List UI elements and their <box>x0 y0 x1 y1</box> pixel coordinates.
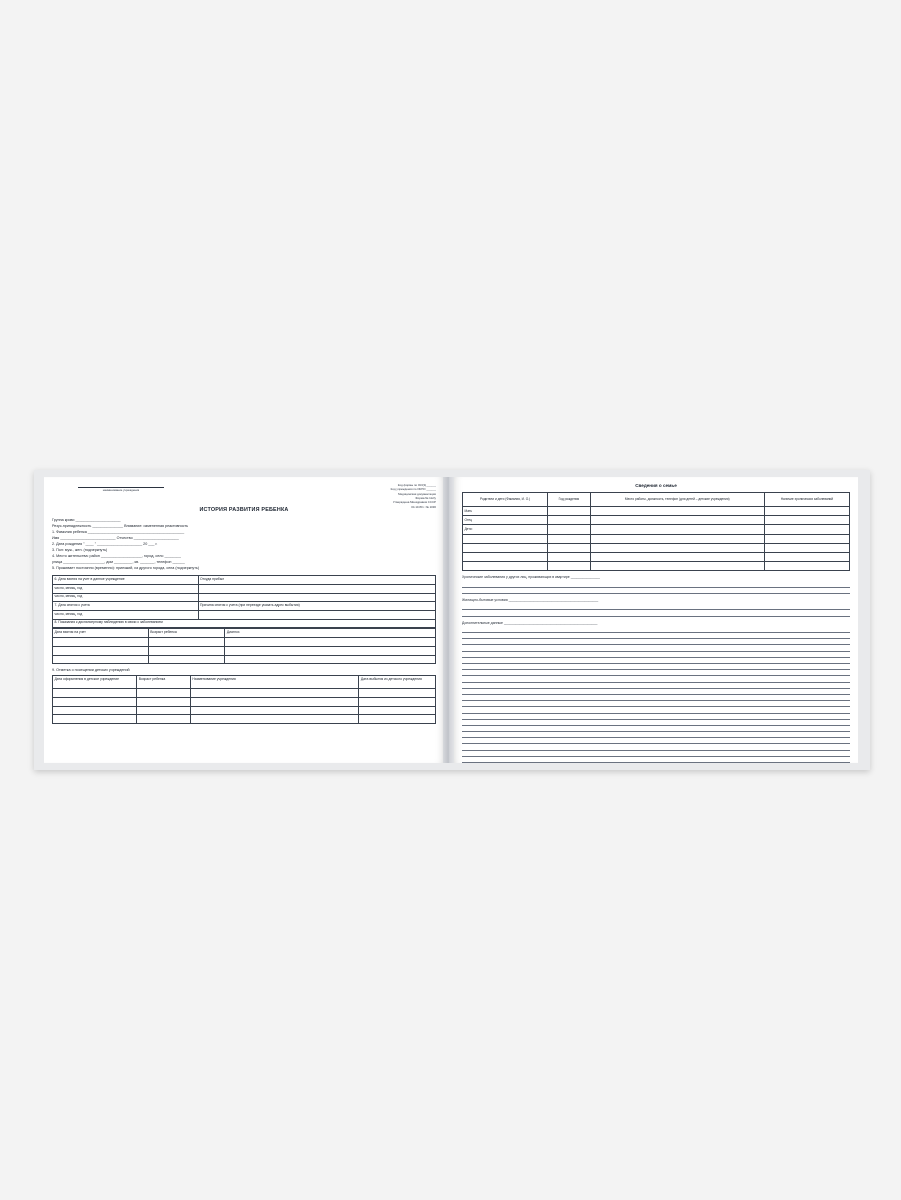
cell-blank <box>148 638 225 647</box>
cell-blank <box>53 655 149 664</box>
cell-deregistration-header: 7. Дата снятия с учета <box>53 602 199 611</box>
cell-arrived-from-blank2 <box>198 593 435 602</box>
cell-blank <box>764 553 849 562</box>
code-line-doctype: Медицинская документация <box>398 491 436 496</box>
table-row <box>463 492 850 506</box>
rules-after-chronic <box>462 582 850 594</box>
label-additional-data: Дополнительные данные ________________________________________________ <box>462 620 598 625</box>
cell-blank <box>463 562 548 571</box>
cell-enroll-date-header: Дата оформления в детское учреждение <box>53 676 137 689</box>
cell-blank <box>764 516 849 525</box>
field-address-street: улица ____________________, дом _________, кв. _______, телефон ______ <box>52 560 185 565</box>
cell-blank <box>225 638 436 647</box>
field-child-surname: 1. Фамилия ребенка _______________________________________________ <box>52 530 185 535</box>
cell-enroll-age-header: Возраст ребенка <box>137 676 191 689</box>
section-8-title: 8. Показания к диспансерному наблюдению в связи с заболеванием <box>53 619 436 628</box>
cell-blank <box>764 525 849 534</box>
table-row <box>53 593 436 602</box>
field-address-district: 4. Место жительства: район ____________________, город, село ________ <box>52 554 181 559</box>
table-row <box>463 516 850 525</box>
table-row <box>53 638 436 647</box>
table-row <box>463 525 850 534</box>
cell-blank <box>359 706 436 715</box>
table-childcare-institutions <box>52 675 436 724</box>
cell-reg-date-header: 6. Дата взятия на учет в данное учреждение <box>53 576 199 585</box>
code-line-okpo: Код учреждения по ОКПО ______ <box>390 487 436 492</box>
cell-blank <box>137 689 191 698</box>
cell-blank <box>53 646 149 655</box>
cell-blank <box>137 715 191 724</box>
table-row <box>463 543 850 552</box>
cell-chronic-diseases-header: Наличие хронических заболеваний <box>764 492 849 506</box>
cell-blank <box>548 534 591 543</box>
cell-arrived-from-header: Откуда прибыл <box>198 576 435 585</box>
right-page <box>454 477 858 763</box>
code-line-approved: Утверждена Минздравом СССР <box>393 500 436 505</box>
cell-blank <box>764 507 849 516</box>
cell-blank <box>53 638 149 647</box>
right-page-content <box>462 483 850 757</box>
cell-blank <box>463 543 548 552</box>
code-line-formnum: Форма № 112/у <box>415 496 436 501</box>
table-row <box>463 553 850 562</box>
cell-blank <box>548 525 591 534</box>
cell-blank <box>548 516 591 525</box>
table-row <box>53 689 436 698</box>
cell-blank <box>548 553 591 562</box>
table-row <box>53 646 436 655</box>
table-row <box>53 715 436 724</box>
table-registration <box>52 575 436 628</box>
cell-parents-children-header: Родители и дети (Фамилия, И. О.) <box>463 492 548 506</box>
table-row <box>53 655 436 664</box>
cell-blank <box>190 706 359 715</box>
section-9-title: 9. Отметка о посещении детских учреждений <box>52 668 130 673</box>
left-page <box>44 477 444 763</box>
organization-name-caption: наименование учреждения <box>102 488 140 492</box>
cell-blank <box>359 715 436 724</box>
cell-children-label: Дети: <box>463 525 548 534</box>
cell-blank <box>225 655 436 664</box>
cell-blank <box>590 562 764 571</box>
field-child-name-patronymic: Имя ___________________________ Отчество ______________________ <box>52 536 179 541</box>
family-section-title: Сведения о семье <box>635 483 677 488</box>
cell-disp-age-header: Возраст ребенка <box>148 629 225 638</box>
table-row <box>53 585 436 594</box>
table-row <box>53 602 436 611</box>
cell-blank <box>764 543 849 552</box>
cell-reg-date-sub2: число, месяц, год <box>53 593 199 602</box>
cell-blank <box>590 534 764 543</box>
table-row <box>53 619 436 628</box>
rules-bottom <box>462 627 850 763</box>
table-row <box>463 562 850 571</box>
cell-blank <box>590 553 764 562</box>
ruled-line <box>462 610 850 616</box>
cell-blank <box>359 689 436 698</box>
cell-deregistration-blank <box>198 611 435 620</box>
cell-blank <box>463 534 548 543</box>
cell-blank <box>463 553 548 562</box>
cell-disp-diagnosis-header: Диагноз <box>225 629 436 638</box>
label-living-conditions: Жилищно-бытовые условия ______________________________________________ <box>462 598 599 603</box>
cell-father-label: Отец <box>463 516 548 525</box>
page-title: ИСТОРИЯ РАЗВИТИЯ РЕБЕНКА <box>199 507 289 514</box>
cell-blank <box>190 715 359 724</box>
cell-leave-date-header: Дата выбытия из детского учреждения <box>359 676 436 689</box>
cell-blank <box>764 534 849 543</box>
left-page-content <box>52 483 436 757</box>
cell-blank <box>548 562 591 571</box>
cell-blank <box>548 543 591 552</box>
table-row <box>53 576 436 585</box>
cell-blank <box>53 706 137 715</box>
table-row <box>463 507 850 516</box>
cell-blank <box>225 646 436 655</box>
field-birth-date: 2. Дата рождения " ____ " ______________________ 20 ___ г. <box>52 542 158 547</box>
cell-blank <box>53 715 137 724</box>
table-family <box>462 492 850 572</box>
cell-blank <box>137 706 191 715</box>
table-row <box>53 676 436 689</box>
cell-blank <box>53 698 137 707</box>
rules-after-living <box>462 604 850 616</box>
cell-arrived-from-blank1 <box>198 585 435 594</box>
field-residence-status: 5. Проживает постоянно (временно): приезжий, из другого города, села (подчеркнуть) <box>52 566 200 571</box>
label-chronic-other-residents: Хронические заболевания у других лиц, проживающих в квартире _______________ <box>462 575 600 580</box>
cell-reg-date-sub1: число, месяц, год <box>53 585 199 594</box>
cell-blank <box>359 698 436 707</box>
cell-workplace-header: Место работы, должность, телефон (для детей – детские учреждения) <box>590 492 764 506</box>
cell-blank <box>764 562 849 571</box>
table-row <box>53 706 436 715</box>
cell-blank <box>590 525 764 534</box>
cell-blank <box>590 543 764 552</box>
cell-institution-name-header: Наименование учреждения <box>190 676 359 689</box>
cell-blank <box>148 655 225 664</box>
cell-birth-year-header: Год рождения <box>548 492 591 506</box>
open-booklet <box>34 470 870 770</box>
field-sex: 3. Пол: муж., жен. (подчеркнуть) <box>52 548 108 553</box>
cell-blank <box>137 698 191 707</box>
table-row <box>53 629 436 638</box>
cell-blank <box>190 698 359 707</box>
cell-blank <box>548 507 591 516</box>
cell-disp-date-header: Дата взятия на учет <box>53 629 149 638</box>
cell-blank <box>590 516 764 525</box>
table-row <box>463 534 850 543</box>
cell-deregistration-reason-header: Причина снятия с учета (при переезде указать адрес выбытия) <box>198 602 435 611</box>
cell-blank <box>590 507 764 516</box>
cell-blank <box>148 646 225 655</box>
cell-mother-label: Мать <box>463 507 548 516</box>
field-rh-factor: Резус-принадлежность _______________ Внимание: измененная реактивность <box>52 524 189 529</box>
code-line-okud: Код формы по ОКУД ______ <box>397 483 436 487</box>
ruled-line <box>462 588 850 594</box>
cell-blank <box>190 689 359 698</box>
table-row <box>53 611 436 620</box>
form-code-block <box>316 483 436 509</box>
table-row <box>53 698 436 707</box>
code-line-order: 04.10.80 г. № 1030 <box>411 504 436 509</box>
field-blood-group: Группа крови ______________________ <box>52 518 121 523</box>
table-dispensary <box>52 628 436 664</box>
cell-deregistration-sub1: число, месяц, год <box>53 611 199 620</box>
cell-blank <box>53 689 137 698</box>
